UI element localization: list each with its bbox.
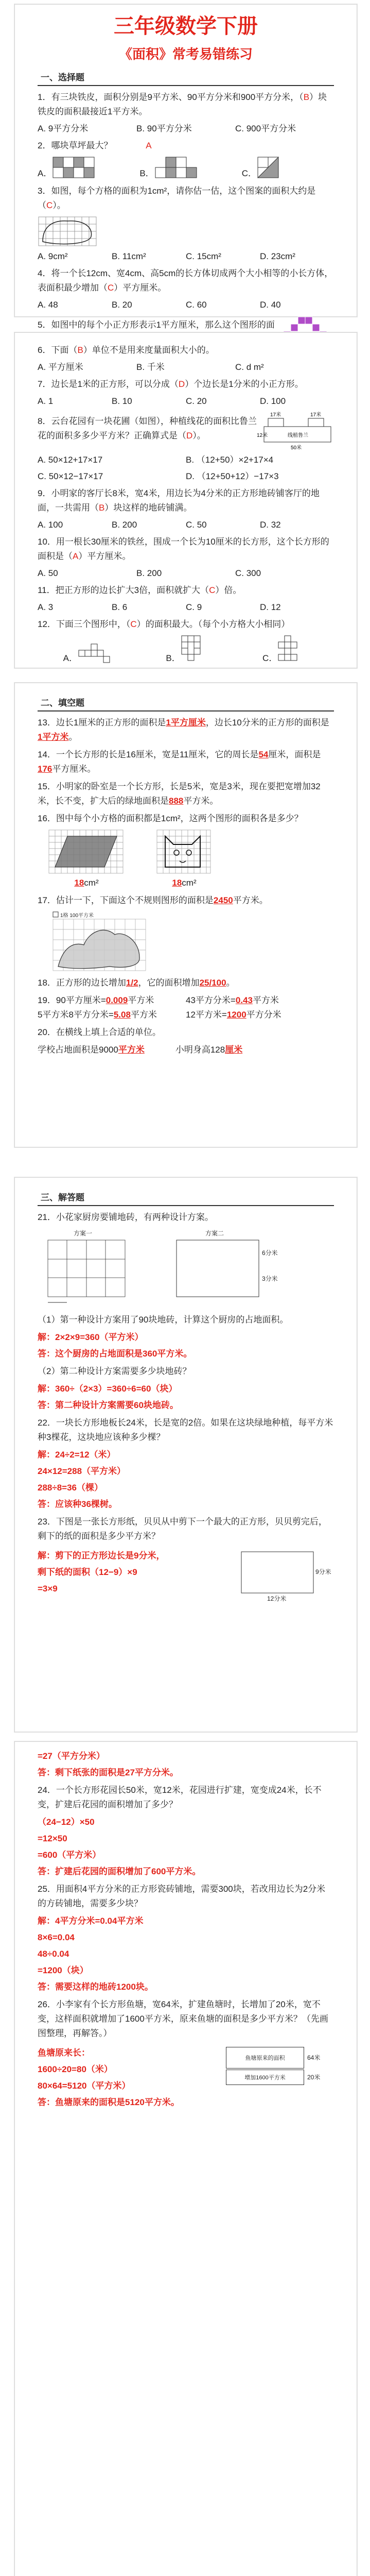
question-14: 14．一个长方形的长是16厘米，宽是11厘米，它的周长是54厘米，面积是176平方厘米。 (38, 750, 321, 774)
question-20-answers: 学校占地面积是9000平方米 小明身高128厘米 (38, 1045, 243, 1055)
q25-solution-4: =1200（块） (38, 1965, 89, 1975)
question-25: 25．用面积4平方分米的正方形瓷砖铺地，需要300块，若改用边长为2分米的方砖铺地，需要多少块？ (38, 1884, 326, 1908)
question-15: 15．小明家的卧室是一个长方形，长是5米，宽是3米，现在要把宽增加32米，长不变，扩大后的绿地面积是888平方米。 (38, 782, 321, 806)
q3-grid-figure (38, 216, 99, 248)
q21-solution-2b: 答：第二种设计方案需要60块地砖。 (38, 1400, 179, 1410)
q8-label-side: 12米 (257, 433, 268, 438)
question-2: 2．哪块草坪最大？ A (38, 141, 152, 150)
q23-solution-3: =3×9 (38, 1584, 58, 1594)
q12-figure-c (277, 635, 308, 664)
q8-label-mid: 线植鲁兰 (288, 433, 308, 438)
q21-solution-1a: 解：2×2×9=360（平方米） (38, 1332, 144, 1342)
q23-solution-5: 答：剩下纸张的面积是27平方分米。 (38, 1768, 179, 1777)
q23-dim-width: 12分米 (267, 1595, 287, 1602)
question-16: 16．图中每个小方格的面积都是1cm²，这两个图形的面积各是多少？ (38, 814, 303, 823)
q17-irregular-figure (48, 911, 151, 973)
question-7: 7．边长是1米的正方形，可以分成（D）个边长是1分米的小正方形。 (38, 379, 304, 389)
q16-answer-1: 18 (74, 878, 84, 888)
card-4 (14, 1177, 357, 1732)
q24-solution-1: （24−12）×50 (38, 1817, 95, 1827)
card-3 (14, 683, 357, 1147)
q12-figure-b (181, 635, 212, 664)
q21-sub-2: （2）第二种设计方案需要多少块地砖？ (38, 1366, 191, 1376)
q26-solution-4: 答：鱼塘原来的面积是5120平方米。 (38, 2097, 180, 2107)
q16-answer-2: 18 (172, 878, 182, 888)
q23-solution-2: 剩下纸的面积（12−9）×9 (38, 1567, 137, 1577)
q25-solution-2: 8×6=0.04 (38, 1933, 75, 1942)
q26-dim-bottom: 20米 (307, 2074, 321, 2081)
question-26: 26．小李家有个长方形鱼塘，宽64米，扩建鱼塘时，长增加了20米，宽不变，这样面积就增加了1600平方米，原来鱼塘的面积是多少平方米？（先画图整理，再解答。） (38, 1999, 328, 2038)
q16-cat-figure (156, 829, 213, 875)
question-8: 8．云台花园有一块花圃（如图），种植线花的面积比鲁兰花的面积多多少平方米？正确算式是（D）。 (38, 416, 257, 440)
section-heading-solve: 三、解答题 (38, 1188, 334, 1206)
q12-figure-a (78, 635, 115, 664)
q24-solution-3: =600（平方米） (38, 1850, 101, 1860)
question-10: 10．用一根长30厘米的铁丝，围成一个长为10厘米的长方形，这个长方形的面积是（A）平方厘米。 (38, 537, 329, 561)
q21-dim-2: 3分米 (262, 1275, 278, 1282)
q21-scheme1-label: 方案一 (74, 1230, 93, 1237)
question-1: 1．有三块铁皮，面积分别是9平方米、90平方分米和900平方分米，（B）块铁皮的面积最接近1平方米。 (38, 92, 327, 116)
q26-box-added: 增加1600平方米 (226, 2070, 304, 2085)
question-5: 5．如图中的每个小正方形表示1平方厘米，那么这个图形的面 (38, 320, 275, 330)
q16-parallelogram-figure (48, 829, 125, 875)
q25-solution-3: 48÷0.04 (38, 1949, 69, 1959)
question-22: 22．一块长方形地板长24米，长是宽的2倍。如果在这块绿地种植，每平方米种3棵花，这块地应该种多少棵？ (38, 1418, 333, 1442)
section-heading-choice: 一、选择题 (38, 68, 334, 86)
question-23: 23．下图是一张长方形纸，贝贝从中剪下一个最大的正方形，贝贝剪完后，剩下的纸的面积是多少平方米？ (38, 1517, 327, 1541)
q16-figures: 18cm² 18cm² (48, 829, 334, 888)
q21-dim-1: 6分米 (262, 1249, 278, 1257)
card-1 (14, 4, 357, 330)
q25-solution-5: 答：需要这样的地砖1200块。 (38, 1982, 153, 1992)
q8-label-bottom: 50米 (291, 445, 302, 451)
q21-solution-2a: 解：360÷（2×3）=360÷6=60（块） (38, 1384, 178, 1394)
page-title: 三年级数学下册 (114, 14, 258, 38)
question-11: 11．把正方形的边长扩大3倍，面积就扩大（C）倍。 (38, 585, 242, 595)
q17-figure-wrap (48, 911, 151, 973)
q22-solution-4: 答：应该种36棵树。 (38, 1499, 117, 1509)
q24-solution-2: =12×50 (38, 1834, 67, 1843)
q22-solution-3: 288÷8=36（棵） (38, 1483, 103, 1493)
q23-solution-4: =27（平方分米） (38, 1751, 105, 1761)
options-9: A. 100 B. 200 C. 50 D. 32 (38, 520, 281, 530)
q21-figures (38, 1228, 334, 1308)
question-21: 21．小花家厨房要铺地砖，有两种设计方案。 (38, 1212, 214, 1222)
options-1: A. 9平方分米 B. 90平方分米 C. 900平方分米 (38, 124, 296, 133)
q26-solution-1: 鱼塘原来长： (38, 2048, 90, 2058)
q8-label-top2: 17米 (310, 412, 322, 418)
question-9: 9．小明家的客厅长8米，宽4米，用边长为4分米的正方形地砖铺客厅的地面，一共需用（B）块这样的地砖铺满。 (38, 488, 320, 513)
q23-dim-height: 9分米 (315, 1568, 331, 1575)
options-8a: A. 50×12+17×17 B. （12+50）×2+17×4 (38, 455, 274, 465)
q17-legend: 1格 100平方米 (60, 913, 94, 919)
q21-scheme2-label: 方案二 (205, 1230, 224, 1237)
options-11: A. 3 B. 6 C. 9 D. 12 (38, 602, 281, 612)
question-6: 6．下面（B）单位不是用来度量面积大小的。 (38, 345, 215, 355)
options-10: A. 50 B. 200 C. 300 (38, 568, 261, 578)
q8-label-top1: 17米 (270, 412, 281, 418)
q26-dim-side: 64米 (307, 2054, 321, 2061)
question-20: 20．在横线上填上合适的单位。 (38, 1027, 161, 1037)
question-12: 12．下面三个图形中，（C）的面积最大。（每个小方格大小相同） (38, 619, 290, 629)
options-8b: C. 50×12−17×17 D. （12+50+12）−17×3 (38, 471, 279, 481)
options-6: A. 平方厘米 B. 千米 C. d m² (38, 362, 264, 372)
q26-solution-3: 80×64=5120（平方米） (38, 2081, 131, 2091)
q26-solution-2: 1600÷20=80（米） (38, 2064, 113, 2074)
lawn-c-figure (257, 156, 288, 179)
lawn-b-figure (154, 156, 201, 179)
question-4: 4．将一个长12cm、宽4cm、高5cm的长方体切成两个大小相等的小长方体，表面积最少增加（C）平方厘米。 (38, 268, 333, 293)
question-18: 18．正方形的边长增加1/2，它的面积增加25/100。 (38, 978, 235, 988)
options-7: A. 1 B. 10 C. 20 D. 100 (38, 396, 286, 406)
card-2 (14, 332, 357, 668)
section-heading-fill: 二、填空题 (38, 693, 334, 711)
q21-sub-1: （1）第一种设计方案用了90块地砖，计算这个厨房的占地面积。 (38, 1315, 289, 1325)
q26-box-original: 鱼塘原来的面积 (226, 2047, 304, 2069)
q25-solution-1: 解：4平方分米=0.04平方米 (38, 1916, 144, 1926)
lawn-a-figure (52, 156, 98, 179)
q21-scheme2-figure (171, 1228, 285, 1305)
q21-scheme1-figure (38, 1228, 140, 1305)
q8-garden-figure (257, 411, 334, 452)
card-5 (14, 1741, 357, 2576)
question-13: 13．边长1厘米的正方形的面积是1平方厘米，边长10分米的正方形的面积是1平方米。 (38, 718, 329, 742)
q21-solution-1b: 答：这个厨房的占地面积是360平方米。 (38, 1349, 192, 1359)
q23-solution-1: 解：剪下的正方形边长是9分米， (38, 1551, 165, 1561)
q22-solution-2: 24×12=288（平方米） (38, 1466, 126, 1476)
question-19: 19．90平方厘米=0.009平方米 43平方分米=0.43平方米 5平方米8平方分米=5.08平方米 12平方米=1200平方分米 (38, 995, 281, 1020)
q24-solution-4: 答：扩建后花园的面积增加了600平方米。 (38, 1867, 201, 1876)
options-4: A. 48 B. 20 C. 60 D. 40 (38, 300, 281, 310)
question-3: 3．如图，每个方格的面积为1cm²，请你估一估，这个图案的面积大约是（C）。 (38, 186, 316, 210)
question-24: 24．一个长方形花园长50米，宽12米，花园进行扩建，宽变成24米，长不变，扩建后花园的面积增加了多少？ (38, 1785, 322, 1809)
q12-figures: A． B． C． (38, 635, 334, 664)
q22-solution-1: 解：24÷2=12（米） (38, 1450, 116, 1460)
page-subtitle: 《面积》常考易错练习 (118, 47, 253, 62)
question-17: 17．估计一下，下面这个不规则图形的面积是2450平方米。 (38, 895, 268, 905)
options-3: A. 9cm² B. 11cm² C. 15cm² D. 23cm² (38, 251, 295, 261)
q2-figures: A． B． C． (38, 156, 334, 179)
